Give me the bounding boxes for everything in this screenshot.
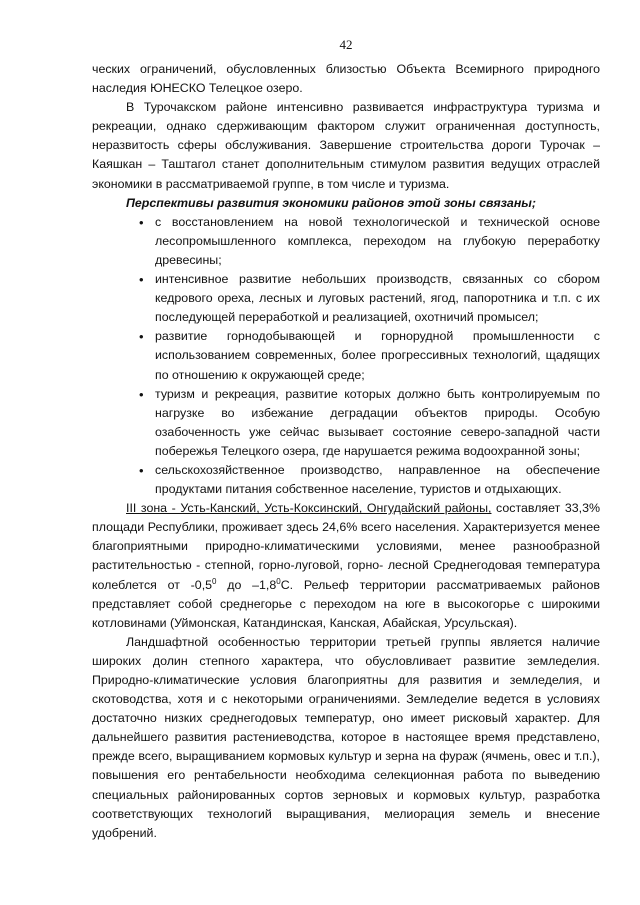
paragraph-zone-three [92,499,600,633]
degree-superscript: 0 [276,576,281,586]
paragraph-turochak-district: В Турочакском районе интенсивно развивается инфраструктура туризма и рекреации, однако сдерживающим фактором служит ограниченная доступность, неразвитость сферы обслуживания. Завершение строительства дороги Турочак – Каяшкан – Таштагол станет дополнительным стимулом развития ведущих отраслей экономики в рассматриваемой группе, в том числе и туризма. [92,100,600,191]
degree-superscript: 0 [212,576,217,586]
bullet-item-agriculture: • сельскохозяйственное производство, направленное на обеспечение продуктами питания собственное население, туристов и отдыхающих. [155,461,600,499]
section-heading-prospects: Перспективы развития экономики районов этой зоны связаны; [126,195,537,210]
zone-three-text-part3: С. Рельеф территории рассматриваемых районов представляет собой среднегорье с переходом на юге в высокогорье с широкими котловинами (Уймонская, Катандинская, Канская, Абайская, Урсульская). [92,577,600,630]
zone-three-text-part2: до –1,8 [216,577,277,592]
document-page [92,36,600,843]
bullet-item-timber-industry: • с восстановлением на новой технологической и технической основе лесопромышленного комплекса, переходом на глубокую переработку древесины; [155,213,600,270]
zone-three-title: III зона - Усть-Канский, Усть-Коксинский, Онгудайский районы, [126,501,492,516]
zone-three-text-part1: составляет 33,3% площади Республики, проживает здесь 24,6% всего населения. Характеризуется менее благоприятными природно-климатическими условиями, менее разнообразной растительностью - степной, горно-луговой, горно- лесной Среднегодовая температура колеблется от -0,5 [92,501,600,592]
bullet-item-tourism: • туризм и рекреация, развитие которых должно быть контролируемым по нагрузке во избежание деградации объектов природы. Особую озабоченность уже сейчас вызывает состояние северо-западной части побережья Телецкого озера, где нарушается режима водоохранной зоны; [155,385,600,461]
bullet-item-small-production: • интенсивное развитие небольших производств, связанных со сбором кедрового ореха, лесных и луговых растений, ягод, папоротника и т.п. с их последующей переработкой и реализацией, охотничий промысел; [155,270,600,327]
prospects-bullet-list [92,213,600,499]
bullet-item-mining: • развитие горнодобывающей и горнорудной промышленности с использованием современных, более прогрессивных технологий, щадящих по отношению к окружающей среде; [155,327,600,384]
page-number: 42 [339,37,353,52]
paragraph-continuation: ческих ограничений, обусловленных близостью Объекта Всемирного природного наследия ЮНЕСКО Телецкое озеро. [92,62,600,96]
paragraph-landscape: Ландшафтной особенностью территории третьей группы является наличие широких долин степного характера, что обусловливает развитие земледелия. Природно-климатические условия благоприятны для развития и земледелия, и скотоводства, хотя и с некоторыми ограничениями. Земледелие ведется в условиях достаточно низких среднегодовых температур, оно имеет рисковый характер. Для дальнейшего развития растениеводства, которое в настоящее время представлено, прежде всего, выращиванием кормовых культур и зерна на фураж (ячмень, овес и т.п.), повышения его рентабельности необходима селекционная работа по выведению специальных районированных сортов зерновых и кормовых культур, разработка соответствующих технологий выращивания, мелиорация земель и внесение удобрений. [92,634,600,840]
